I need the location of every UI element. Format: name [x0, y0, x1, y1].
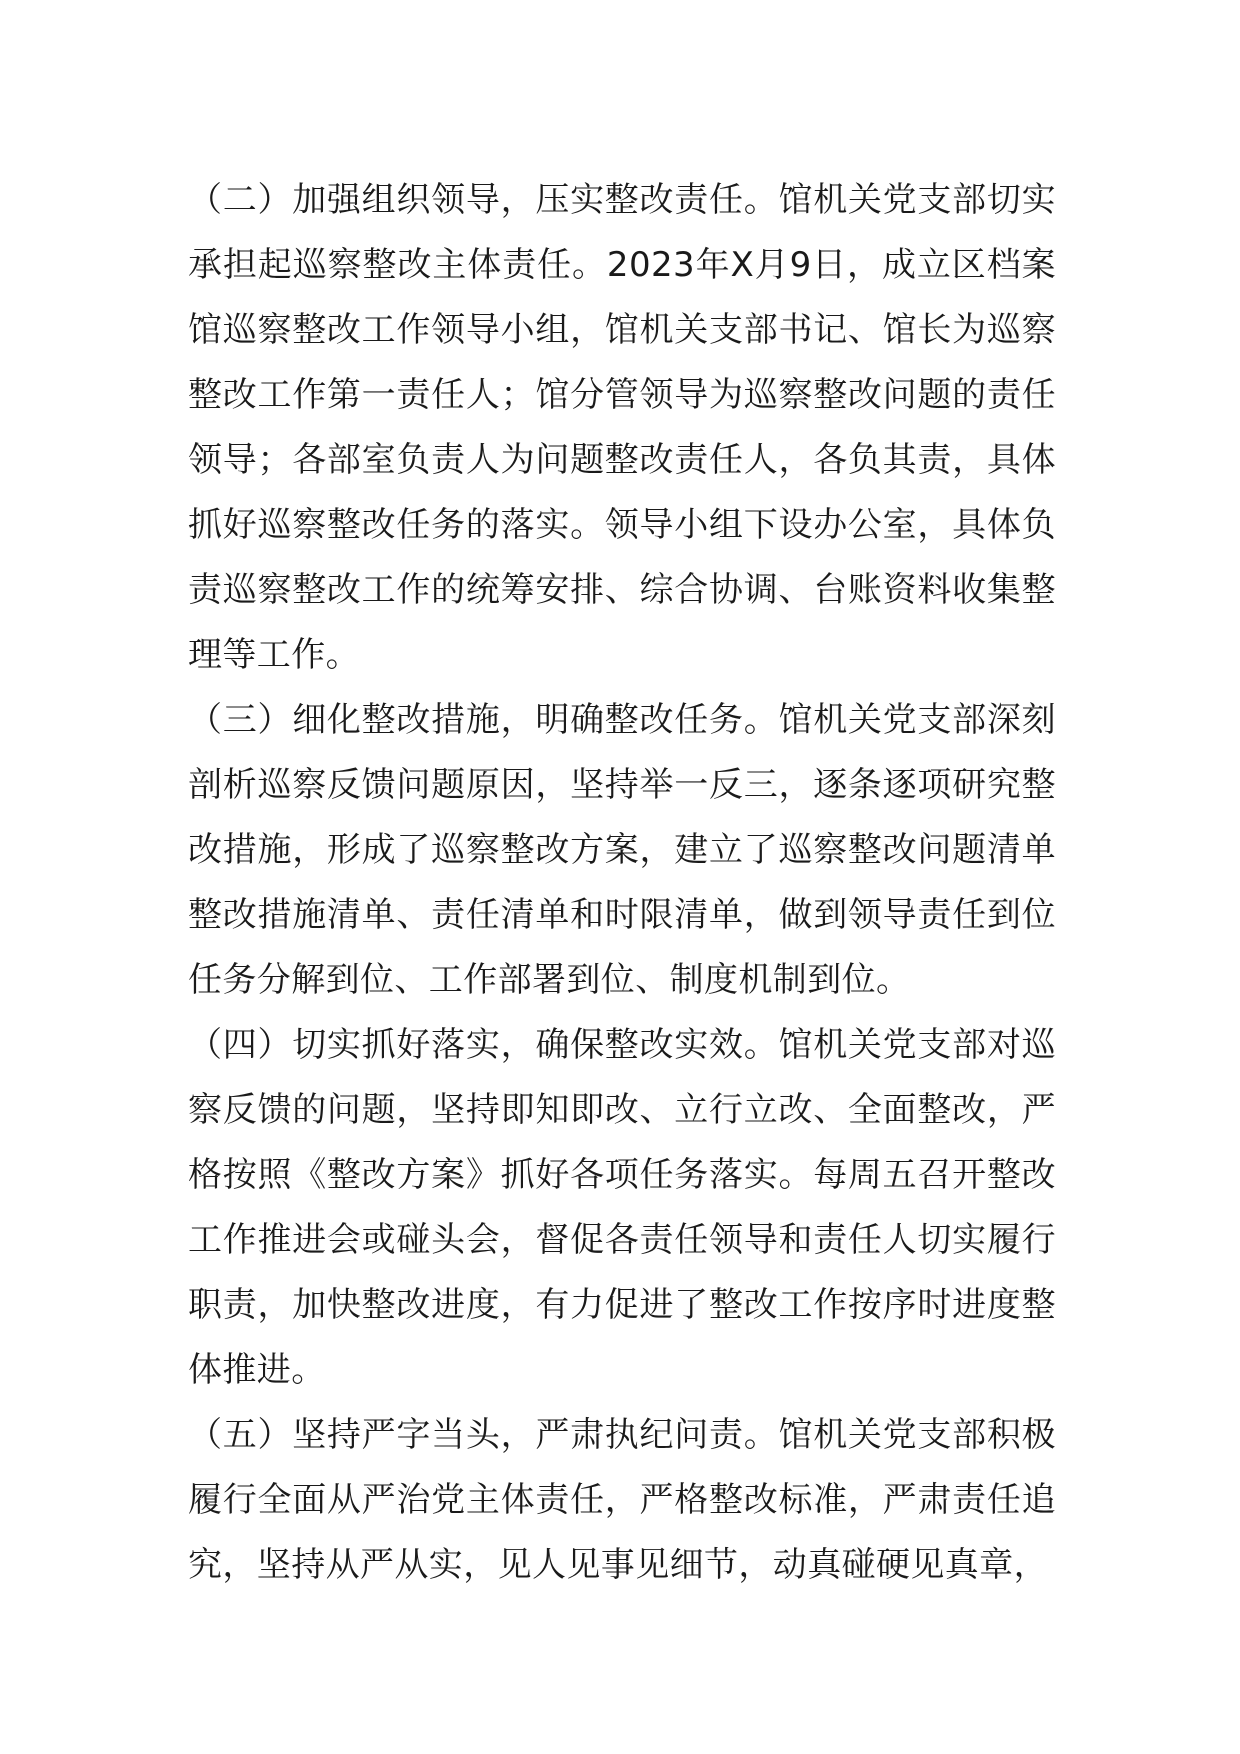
document-body [188, 168, 1056, 1598]
paragraph-section-4: （四）切实抓好落实，确保整改实效。馆机关党支部对巡察反馈的问题，坚持即知即改、立行立改、全面整改，严格按照《整改方案》抓好各项任务落实。每周五召开整改工作推进会或碰头会，督促各责任领导和责任人切实履行职责，加快整改进度，有力促进了整改工作按序时进度整体推进。 [188, 1025, 1056, 1390]
paragraph-section-3: （三）细化整改措施，明确整改任务。馆机关党支部深刻剖析巡察反馈问题原因，坚持举一反三，逐条逐项研究整改措施，形成了巡察整改方案，建立了巡察整改问题清单整改措施清单、责任清单和时限清单，做到领导责任到位任务分解到位、工作部署到位、制度机制到位。 [188, 700, 1056, 1000]
paragraph-section-5: （五）坚持严字当头，严肃执纪问责。馆机关党支部积极履行全面从严治党主体责任，严格整改标准，严肃责任追究，坚持从严从实，见人见事见细节，动真碰硬见真章， [188, 1415, 1056, 1585]
paragraph-section-2: （二）加强组织领导，压实整改责任。馆机关党支部切实承担起巡察整改主体责任。2023年X月9日，成立区档案馆巡察整改工作领导小组，馆机关支部书记、馆长为巡察整改工作第一责任人；馆分管领导为巡察整改问题的责任领导；各部室负责人为问题整改责任人，各负其责，具体抓好巡察整改任务的落实。领导小组下设办公室，具体负责巡察整改工作的统筹安排、综合协调、台账资料收集整理等工作。 [188, 180, 1056, 675]
